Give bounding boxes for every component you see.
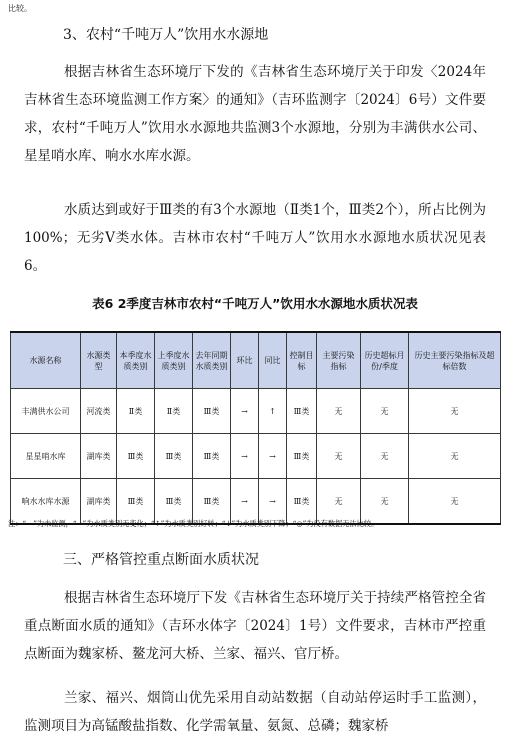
section-heading-rural-sources: 3、农村“千吨万人”饮用水水源地 [63, 27, 269, 43]
column-header: 去年同期水质类别 [193, 332, 231, 389]
table-cell: Ⅲ类 [287, 479, 317, 525]
column-header: 水源名称 [11, 332, 81, 389]
table-cell: Ⅲ类 [193, 389, 231, 434]
table-cell: Ⅲ类 [155, 434, 193, 479]
table-cell: Ⅲ类 [193, 434, 231, 479]
table-cell: Ⅱ类 [117, 389, 155, 434]
column-header: 历史主要污染指标及超标倍数 [409, 332, 501, 389]
column-header: 历史超标月份/季度 [361, 332, 409, 389]
column-header: 同比 [259, 332, 287, 389]
table-header-row [11, 332, 501, 389]
table-cell: → [231, 389, 259, 434]
water-quality-table [10, 331, 501, 525]
paragraph-monitoring-items: 兰家、福兴、烟筒山优先采用自动站数据（自动站停运时手工监测），监测项目为高锰酸盐指数、化学需氧量、氨氮、总磷；魏家桥 [24, 690, 486, 734]
table-cell: 无 [409, 434, 501, 479]
table-cell: Ⅲ类 [287, 434, 317, 479]
page-top-fragment: 比较。 [8, 4, 32, 13]
table-cell: 无 [317, 389, 361, 434]
table-cell: → [259, 479, 287, 525]
table-title: 表6 2季度吉林市农村“千吨万人”饮用水水源地水质状况表 [92, 296, 418, 311]
paragraph-key-section-notice: 根据吉林省生态环境厅下发《吉林省生态环境厅关于持续严格管控全省重点断面水质的通知》（吉环水体字〔2024〕1号）文件要求，吉林市严控重点断面为魏家桥、鳌龙河大桥、兰家、福兴、官厅桥。 [24, 590, 486, 662]
table-cell: Ⅲ类 [117, 479, 155, 525]
table-cell: Ⅲ类 [287, 389, 317, 434]
table-cell: 无 [317, 479, 361, 525]
table-row [11, 434, 501, 479]
section-heading-key-sections: 三、严格管控重点断面水质状况 [63, 552, 259, 568]
table-cell: 无 [361, 389, 409, 434]
table-cell: 湖库类 [81, 434, 117, 479]
table-cell: ↑ [259, 389, 287, 434]
paragraph-water-quality-summary: 水质达到或好于Ⅲ类的有3个水源地（Ⅱ类1个，Ⅲ类2个），所占比例为100%；无劣Ⅴ类水体。吉林市农村“千吨万人”饮用水水源地水质状况见表6。 [24, 202, 486, 274]
table-cell: 湖库类 [81, 479, 117, 525]
table-cell: 无 [317, 434, 361, 479]
table-cell: Ⅲ类 [117, 434, 155, 479]
table-cell: 无 [409, 479, 501, 525]
table-cell: → [231, 434, 259, 479]
table-row [11, 389, 501, 434]
table-cell: 河流类 [81, 389, 117, 434]
column-header: 上季度水质类别 [155, 332, 193, 389]
table-cell: 无 [361, 434, 409, 479]
table-cell: 丰满供水公司 [11, 389, 81, 434]
paragraph-monitoring-requirement: 根据吉林省生态环境厅下发的《吉林省生态环境厅关于印发〈2024年吉林省生态环境监测工作方案〉的通知》（吉环监测字〔2024〕6号）文件要求，农村“千吨万人”饮用水水源地共监测3个水源地，分别为丰满供水公司、星星哨水库、响水水库水源。 [24, 64, 486, 164]
table-footnote: 注：“—”为未监测，“→”为水质类别无变化；“↑”为水质类别好转；“↓”为水质类别下降；“◎”为没有数据无法比较。 [8, 519, 379, 528]
table-cell: Ⅲ类 [155, 479, 193, 525]
table-cell: 无 [361, 479, 409, 525]
table-cell: → [231, 479, 259, 525]
table-cell: Ⅲ类 [193, 479, 231, 525]
column-header: 水源类型 [81, 332, 117, 389]
table-cell: 无 [409, 389, 501, 434]
column-header: 本季度水质类别 [117, 332, 155, 389]
table-cell: → [259, 434, 287, 479]
table-row [11, 479, 501, 525]
column-header: 控制目标 [287, 332, 317, 389]
table-cell: 星星哨水库 [11, 434, 81, 479]
column-header: 环比 [231, 332, 259, 389]
table-cell: Ⅱ类 [155, 389, 193, 434]
table-cell: 响水水库水源 [11, 479, 81, 525]
column-header: 主要污染指标 [317, 332, 361, 389]
